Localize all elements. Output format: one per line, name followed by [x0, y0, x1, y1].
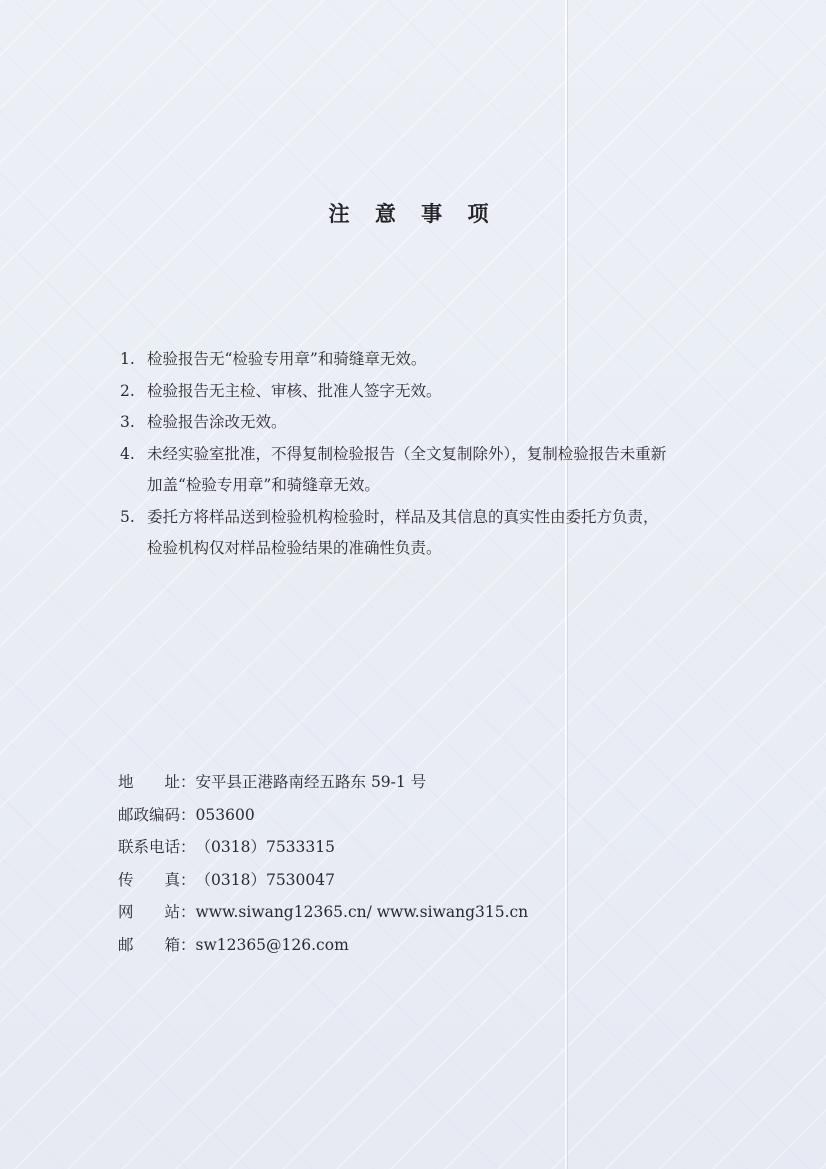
- fax-row: 传 真 ： （0318）7530047: [118, 864, 678, 897]
- email-label: 邮 箱: [118, 935, 180, 954]
- fax-label: 传 真: [118, 870, 180, 889]
- email-row: 邮 箱 ： sw12365@126.com: [118, 929, 678, 962]
- fold-shadow: [567, 0, 568, 1169]
- website-value: www.siwang12365.cn/ www.siwang315.cn: [195, 903, 529, 921]
- notice-item: [120, 407, 720, 439]
- address-row: 地 址 ： 安平县正港路南经五路东 59-1 号: [118, 766, 678, 799]
- notice-text: 委托方将样品送到检验机构检验时，样品及其信息的真实性由委托方负责，: [147, 507, 659, 526]
- notice-item: [120, 439, 720, 502]
- page-title: 注 意 事 项: [328, 201, 498, 226]
- address-label: 地 址: [118, 773, 180, 791]
- notice-text: 检验报告涂改无效。: [147, 413, 287, 431]
- notice-number: 3.: [120, 413, 135, 431]
- notice-item: [120, 344, 720, 376]
- notice-text: 检验报告无“检验专用章”和骑缝章无效。: [147, 350, 427, 368]
- notice-text: 未经实验室批准，不得复制检验报告（全文复制除外），复制检验报告未重新: [147, 444, 667, 463]
- notice-text-continued: 检验机构仅对样品检验结果的准确性负责。: [147, 539, 442, 557]
- notice-text: 检验报告无主检、审核、批准人签字无效。: [147, 381, 442, 400]
- address-value: 安平县正港路南经五路东 59-1 号: [195, 773, 427, 791]
- notice-item: [120, 376, 720, 408]
- phone-value: （0318）7533315: [195, 838, 335, 856]
- postcode-value: 053600: [195, 805, 255, 824]
- phone-row: 联系电话 ： （0318）7533315: [118, 831, 678, 864]
- postcode-label: 邮政编码: [118, 805, 181, 824]
- notice-number: 4.: [120, 444, 135, 463]
- notice-text-continued: 加盖“检验专用章”和骑缝章无效。: [147, 476, 380, 494]
- notice-item: [120, 502, 720, 565]
- notice-number: 5.: [120, 507, 135, 526]
- contact-info: [118, 766, 678, 961]
- notice-number: 2.: [120, 381, 135, 400]
- email-value: sw12365@126.com: [195, 935, 349, 954]
- website-row: 网 站 ： www.siwang12365.cn/ www.siwang315.cn: [118, 896, 678, 929]
- website-label: 网 站: [118, 903, 180, 921]
- fax-value: （0318）7530047: [195, 870, 335, 889]
- postcode-row: 邮政编码 ： 053600: [118, 799, 678, 832]
- phone-label: 联系电话: [118, 838, 181, 856]
- notice-list: [120, 344, 720, 565]
- notice-number: 1.: [120, 350, 135, 368]
